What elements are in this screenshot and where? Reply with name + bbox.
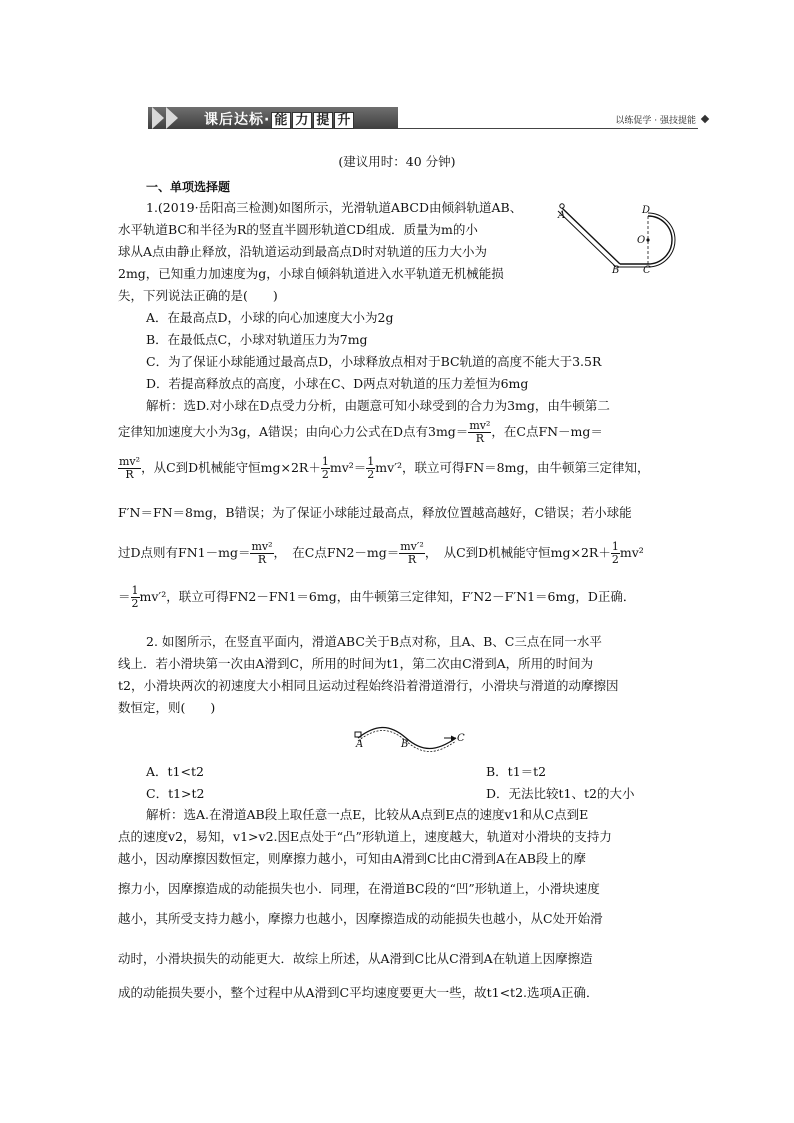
banner-slogan: 以练促学 · 强技提能 <box>615 116 696 126</box>
q2-option-a: A．t1<t2 <box>146 764 204 779</box>
q2-option-b: B．t1＝t2 <box>486 764 547 779</box>
q1-solution-line-6: ＝ $\frac{1}{2}$ mv′²，联立可得FN2－FN1＝6mg，由牛顿第三定律知，F′N2－F′N1＝6mg，D正确． <box>118 584 636 610</box>
q1-fig-label-b: B <box>612 265 620 276</box>
q2-fig-label-c: C <box>457 733 465 744</box>
q2-line-2: 线上．若小滑块第一次由A滑到C，所用的时间为t1，第二次由C滑到A，所用的时间为 <box>118 656 594 671</box>
q1-line-3: 球从A点由静止释放，沿轨道运动到最高点D时对轨道的压力大小为 <box>118 244 488 259</box>
fraction: $\frac{\text{mv′²}}{R}$ <box>400 540 424 566</box>
q2-option-d: D．无法比较t1、t2的大小 <box>486 786 635 801</box>
fraction: $\frac{1}{2}$ <box>367 455 375 481</box>
q1-option-b: B．在最低点C，小球对轨道压力为7mg <box>146 332 368 347</box>
q2-solution-line-7: 成的动能损失要小，整个过程中从A滑到C平均速度要更大一些，故t1<t2.选项A正确． <box>118 985 599 1000</box>
q1-fig-label-o: O <box>637 235 646 246</box>
time-note: (建议用时：40 分钟) <box>338 154 456 169</box>
section-banner <box>148 104 708 130</box>
fraction: $\frac{\text{mv²}}{R}$ <box>119 455 141 481</box>
q1-option-a: A．在最高点D，小球的向心加速度大小为2g <box>146 310 394 325</box>
fraction: $\frac{1}{2}$ <box>131 584 139 610</box>
q2-solution-line-3: 越小，因动摩擦因数恒定，则摩擦力越小，可知由A滑到C比由C滑到A在AB段上的摩 <box>118 851 586 866</box>
q1-solution-line-2: 定律知加速度大小为3g，A错误；由向心力公式在D点有3mg＝ $\frac{\text{mv²}}{R}$ ，在C点FN－mg＝ <box>118 419 603 445</box>
fraction: $\frac{1}{2}$ <box>611 540 619 566</box>
fraction: $\frac{\text{mv²}}{R}$ <box>251 540 273 566</box>
q1-line-1: 1.(2019·岳阳高三检测)如图所示，光滑轨道ABCD由倾斜轨道AB、 <box>146 200 523 215</box>
q2-line-1: 2. 如图所示，在竖直平面内，滑道ABC关于B点对称，且A、B、C三点在同一水平 <box>146 634 602 649</box>
q2-line-4: 数恒定，则( ) <box>118 700 216 715</box>
q2-solution-line-1: 解析：选A.在滑道AB段上取任意一点E，比较从A点到E点的速度v1和从C点到E <box>146 807 589 822</box>
banner-rule <box>398 128 698 129</box>
q1-fig-label-a: A <box>558 210 566 221</box>
banner-title: 课后达标· 能 力 提 升 <box>204 109 354 129</box>
q1-fig-label-d: D <box>642 205 651 216</box>
q1-line-5: 失，下列说法正确的是( ) <box>118 288 278 303</box>
section-heading: 一、单项选择题 <box>146 180 231 194</box>
q1-option-d: D．若提高释放点的高度，小球在C、D两点对轨道的压力差恒为6mg <box>146 376 529 391</box>
fraction: $\frac{\text{mv²}}{R}$ <box>469 419 491 445</box>
q2-fig-label-a: A <box>356 739 364 750</box>
q1-solution-line-1: 解析：选D.对小球在D点受力分析，由题意可知小球受到的合力为3mg，由牛顿第二 <box>146 398 610 413</box>
q2-solution-line-4: 擦力小，因摩擦造成的动能损失也小．同理，在滑道BC段的“凹”形轨道上，小滑块速度 <box>118 881 600 896</box>
q1-line-4: 2mg，已知重力加速度为g，小球自倾斜轨道进入水平轨道无机械能损 <box>118 266 504 281</box>
chevron-right-icon <box>166 107 178 129</box>
q2-fig-label-b: B <box>401 739 409 750</box>
q1-option-c: C．为了保证小球能通过最高点D，小球释放点相对于BC轨道的高度不能大于3.5R <box>146 354 602 369</box>
q2-line-3: t2，小滑块两次的初速度大小相同且运动过程始终沿着滑道滑行，小滑块与滑道的动摩擦因 <box>118 678 619 693</box>
chevron-right-icon <box>152 107 164 129</box>
q2-solution-line-6: 动时，小滑块损失的动能更大．故综上所述，从A滑到C比从C滑到A在轨道上因摩擦造 <box>118 951 593 966</box>
fraction: $\frac{1}{2}$ <box>321 455 329 481</box>
q1-solution-line-5: 过D点则有FN1－mg＝ $\frac{\text{mv²}}{R}$ ， 在C点FN2－mg＝ $\frac{\text{mv′²}}{R}$ ， 从C到D机械能守恒mg×2R＋ $\frac{1}{2}$ mv² <box>118 540 644 566</box>
q1-solution-line-4: F′N＝FN＝8mg，B错误；为了保证小球能过最高点，释放位置越高越好，C错误；若小球能 <box>118 505 632 520</box>
q1-solution-line-3: $\frac{\text{mv²}}{R}$ ，从C到D机械能守恒mg×2R＋ $\frac{1}{2}$ mv²＝ $\frac{1}{2}$ mv′²，联立可得FN＝8mg，由牛顿第三定律知， <box>119 455 650 481</box>
q1-fig-label-c: C <box>643 265 651 276</box>
q1-line-2: 水平轨道BC和半径为R的竖直半圆形轨道CD组成．质量为m的小 <box>118 222 478 237</box>
diamond-icon <box>701 115 709 123</box>
q2-solution-line-5: 越小，其所受支持力越小，摩擦力也越小，因摩擦造成的动能损失也越小，从C处开始滑 <box>118 911 603 926</box>
q2-option-c: C．t1>t2 <box>146 786 205 801</box>
q2-solution-line-2: 点的速度v2，易知，v1>v2.因E点处于“凸”形轨道上，速度越大，轨道对小滑块的支持力 <box>118 829 612 844</box>
